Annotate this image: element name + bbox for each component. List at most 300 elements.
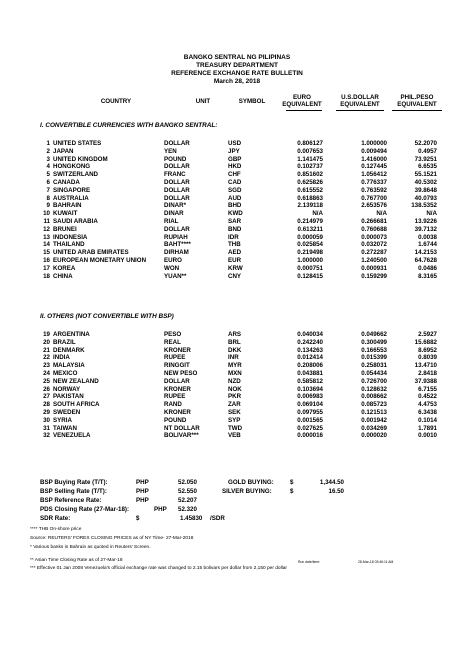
php-equivalent: 73.9251: [414, 155, 437, 163]
country-name: SWEDEN: [53, 408, 81, 416]
sdr-value: 1.45830: [180, 515, 203, 522]
row-number: 13: [43, 233, 50, 241]
php-equivalent: 0.1014: [418, 416, 437, 424]
table-row: [42, 432, 437, 440]
usd-equivalent: 0.159299: [361, 272, 387, 280]
euro-equivalent: 0.000016: [297, 432, 323, 440]
table-row: [42, 362, 437, 370]
php-equivalent: 0.4957: [418, 147, 437, 155]
bsp-selling-value: 52.550: [178, 488, 197, 495]
country-name: DENMARK: [53, 346, 85, 354]
euro-equivalent: 0.625826: [297, 178, 323, 186]
currency-unit: RUPEE: [164, 393, 186, 401]
usd-equivalent: 0.015399: [361, 354, 387, 362]
country-name: CANADA: [53, 178, 80, 186]
table-row: [42, 257, 437, 265]
table-row: [42, 273, 437, 281]
sdr-label: SDR Rate:: [40, 515, 71, 522]
php-equivalent: 2.8418: [418, 369, 437, 377]
currency-symbol: AED: [228, 249, 242, 257]
usd-equivalent: 0.049662: [361, 331, 387, 338]
usd-equivalent: 1.056412: [361, 171, 387, 179]
row-number: 21: [43, 346, 50, 354]
currency-unit: POUND: [164, 155, 187, 163]
currency-unit: POUND: [164, 416, 187, 424]
euro-equivalent: N/A: [312, 210, 323, 218]
currency-unit: WON: [164, 264, 180, 272]
row-number: 26: [43, 385, 50, 393]
currency-unit: DOLLAR: [164, 140, 190, 147]
others-rows: [42, 331, 437, 440]
gold-currency: $: [290, 479, 294, 486]
euro-equivalent: 0.027625: [297, 424, 323, 432]
country-name: HONGKONG: [53, 163, 91, 171]
php-equivalent: 6.3438: [418, 408, 437, 416]
row-number: 10: [43, 210, 50, 218]
php-equivalent: 39.7132: [414, 225, 437, 233]
row-number: 8: [46, 194, 50, 202]
currency-unit: DOLLAR: [164, 163, 190, 171]
euro-equivalent: 0.025854: [297, 241, 323, 249]
currency-unit: NEW PESO: [164, 369, 198, 377]
country-name: SINGAPORE: [53, 186, 91, 194]
table-row: [42, 202, 437, 210]
currency-symbol: TWD: [228, 424, 243, 432]
currency-symbol: CHF: [228, 171, 241, 179]
php-equivalent: N/A: [426, 210, 437, 218]
row-number: 3: [46, 155, 50, 163]
php-equivalent: 52.2070: [414, 140, 437, 147]
currency-symbol: BRL: [228, 338, 241, 346]
usd-equivalent: 0.128632: [361, 385, 387, 393]
row-number: 28: [43, 401, 50, 409]
bsp-reference-currency: PHP: [136, 497, 149, 504]
usd-equivalent: 0.054434: [361, 369, 387, 377]
bsp-buying-currency: PHP: [136, 479, 149, 486]
php-underline: [392, 110, 442, 111]
euro-equivalent: 0.128415: [297, 272, 323, 280]
currency-symbol: SAR: [228, 217, 242, 225]
table-row: [42, 148, 437, 156]
currency-unit: DOLLAR: [164, 178, 190, 186]
euro-equivalent: 0.613211: [297, 225, 323, 233]
currency-symbol: NZD: [228, 377, 241, 385]
php-equivalent: 0.0486: [418, 264, 437, 272]
table-row: [42, 425, 437, 433]
country-name: CHINA: [53, 272, 73, 280]
currency-symbol: DKK: [228, 346, 242, 354]
euro-equivalent: 0.000059: [297, 233, 323, 241]
gold-buying-label: GOLD BUYING:: [228, 479, 274, 486]
usd-equivalent: 0.776337: [361, 178, 387, 186]
euro-equivalent: 0.242240: [297, 338, 323, 346]
country-name: NORWAY: [53, 385, 81, 393]
country-name: INDIA: [53, 354, 70, 362]
euro-equivalent: 0.134263: [297, 346, 323, 354]
col-euro-line2: EQUIVALENT: [282, 101, 322, 109]
row-number: 25: [43, 377, 50, 385]
usd-equivalent: 0.000931: [361, 264, 387, 272]
col-country: COUNTRY: [100, 98, 132, 105]
currency-symbol: EUR: [228, 256, 242, 264]
usd-equivalent: 0.000020: [361, 432, 387, 440]
country-name: SOUTH AFRICA: [53, 401, 100, 409]
php-equivalent: 6.7155: [418, 385, 437, 393]
currency-unit: YEN: [164, 147, 177, 155]
row-number: 9: [46, 202, 50, 210]
euro-equivalent: 0.043881: [297, 369, 323, 377]
footnote-thb: **** THB On-shore price: [30, 527, 82, 532]
euro-equivalent: 0.214979: [297, 217, 323, 225]
php-equivalent: 13.4710: [414, 362, 437, 370]
currency-symbol: ZAR: [228, 401, 241, 409]
row-number: 16: [43, 256, 50, 264]
table-row: [42, 265, 437, 273]
usd-equivalent: 0.008662: [361, 393, 387, 401]
country-name: KUWAIT: [53, 210, 78, 218]
row-number: 11: [43, 217, 50, 225]
euro-equivalent: 0.001565: [297, 416, 323, 424]
currency-symbol: ARS: [228, 331, 242, 338]
col-unit: UNIT: [195, 98, 211, 105]
currency-symbol: MXN: [228, 369, 242, 377]
col-usd-line1: U.S.DOLLAR: [341, 94, 379, 101]
currency-unit: BAHT****: [164, 241, 191, 249]
table-row: [42, 339, 437, 347]
php-equivalent: 14.2153: [414, 249, 437, 257]
currency-symbol: KWD: [228, 210, 243, 218]
section2-title: II. OTHERS (NOT CONVERTIBLE WITH BSP): [40, 313, 174, 320]
currency-unit: RUPEE: [164, 354, 186, 362]
table-row: [42, 417, 437, 425]
euro-equivalent: 1.141475: [297, 155, 323, 163]
usd-equivalent: 1.416000: [361, 155, 387, 163]
euro-equivalent: 2.139118: [297, 202, 323, 210]
euro-equivalent: 0.851602: [297, 171, 323, 179]
col-php-line1: PHIL.PESO: [400, 94, 434, 101]
table-row: [42, 347, 437, 355]
bsp-buying-label: BSP Buying Rate (T/T):: [40, 479, 108, 486]
usd-equivalent: 0.272287: [361, 249, 387, 257]
row-number: 7: [46, 186, 50, 194]
row-number: 20: [43, 338, 50, 346]
usd-equivalent: 0.300499: [361, 338, 387, 346]
euro-equivalent: 0.219498: [297, 249, 323, 257]
php-equivalent: 40.0793: [414, 194, 437, 202]
usd-equivalent: 0.032072: [361, 241, 387, 249]
usd-equivalent: 0.258031: [361, 362, 387, 370]
euro-equivalent: 0.208006: [297, 362, 323, 370]
euro-equivalent: 0.103694: [297, 385, 323, 393]
usd-underline: [336, 110, 384, 111]
country-name: UNITED STATES: [53, 140, 102, 147]
col-euro: [280, 94, 324, 109]
table-row: [42, 163, 437, 171]
currency-symbol: NOK: [228, 385, 242, 393]
euro-equivalent: 1.000000: [297, 256, 323, 264]
currency-unit: KRONER: [164, 346, 191, 354]
sdr-unit: /SDR: [210, 515, 225, 522]
row-number: 17: [43, 264, 50, 272]
currency-unit: NT DOLLAR: [164, 424, 200, 432]
pds-closing-value: 52.320: [178, 506, 197, 513]
php-equivalent: 39.8648: [414, 186, 437, 194]
currency-symbol: THB: [228, 241, 241, 249]
currency-unit: REAL: [164, 338, 181, 346]
usd-equivalent: 0.034269: [361, 424, 387, 432]
country-name: EUROPEAN MONETARY UNION: [53, 256, 147, 264]
currency-symbol: JPY: [228, 147, 240, 155]
currency-unit: RUPIAH: [164, 233, 188, 241]
euro-equivalent: 0.006983: [297, 393, 323, 401]
usd-equivalent: 0.000073: [361, 233, 387, 241]
currency-unit: DIRHAM: [164, 249, 189, 257]
currency-unit: KRONER: [164, 408, 191, 416]
silver-buying-label: SILVER BUYING:: [222, 488, 272, 495]
col-euro-line1: EURO: [293, 94, 311, 101]
currency-unit: BOLIVAR***: [164, 432, 199, 440]
row-number: 4: [46, 163, 50, 171]
row-number: 23: [43, 362, 50, 370]
euro-underline: [286, 110, 322, 111]
euro-equivalent: 0.007653: [297, 147, 323, 155]
country-name: SWITZERLAND: [53, 171, 99, 179]
currency-symbol: GBP: [228, 155, 242, 163]
currency-unit: KRONER: [164, 385, 191, 393]
dept-name: TREASURY DEPARTMENT: [196, 62, 278, 69]
currency-unit: DINAR*: [164, 202, 187, 210]
row-number: 22: [43, 354, 50, 362]
gold-buying-value: 1,344.50: [319, 479, 344, 486]
country-name: NEW ZEALAND: [53, 377, 99, 385]
usd-equivalent: 0.726700: [361, 377, 387, 385]
usd-equivalent: 0.763592: [361, 186, 387, 194]
currency-unit: RIAL: [164, 217, 179, 225]
country-name: UNITED ARAB EMIRATES: [53, 249, 129, 257]
table-row: [42, 241, 437, 249]
php-equivalent: 0.4522: [418, 393, 437, 401]
currency-symbol: MYR: [228, 362, 242, 370]
country-name: SAUDI ARABIA: [53, 217, 98, 225]
country-name: JAPAN: [53, 147, 74, 155]
usd-equivalent: 0.009494: [361, 147, 387, 155]
usd-equivalent: 0.760688: [361, 225, 387, 233]
currency-unit: EURO: [164, 256, 182, 264]
table-row: [42, 179, 437, 187]
php-equivalent: 0.0038: [418, 233, 437, 241]
row-number: 29: [43, 408, 50, 416]
php-equivalent: 0.0010: [418, 432, 437, 440]
run-date-label: Run date/time:: [298, 560, 321, 564]
col-usd: [334, 94, 386, 109]
table-row: [42, 393, 437, 401]
usd-equivalent: 1.000000: [361, 140, 387, 147]
euro-equivalent: 0.000751: [297, 264, 323, 272]
currency-unit: PESO: [164, 331, 182, 338]
country-name: KOREA: [53, 264, 76, 272]
currency-unit: DOLLAR: [164, 194, 190, 202]
currency-symbol: VEB: [228, 432, 241, 440]
row-number: 2: [46, 147, 50, 155]
table-row: [42, 409, 437, 417]
euro-equivalent: 0.012414: [297, 354, 323, 362]
php-equivalent: 55.1521: [414, 171, 437, 179]
col-symbol: SYMBOL: [238, 98, 266, 105]
currency-symbol: CAD: [228, 178, 242, 186]
table-row: [42, 370, 437, 378]
currency-symbol: CNY: [228, 272, 242, 280]
currency-symbol: INR: [228, 354, 239, 362]
row-number: 24: [43, 369, 50, 377]
currency-symbol: SGD: [228, 186, 242, 194]
bsp-reference-value: 52.207: [178, 497, 197, 504]
currency-unit: RAND: [164, 401, 182, 409]
currency-symbol: BHD: [228, 202, 242, 210]
convertible-table: [42, 140, 437, 280]
country-name: MALAYSIA: [53, 362, 85, 370]
php-equivalent: 37.9388: [414, 377, 437, 385]
currency-symbol: SYP: [228, 416, 241, 424]
col-php: [390, 94, 444, 109]
country-name: BRAZIL: [53, 338, 76, 346]
currency-unit: DOLLAR: [164, 186, 190, 194]
run-date-value: 28-Mar-18 03:46:11 AM: [358, 560, 394, 564]
table-row: [42, 140, 437, 148]
footnote-source: Source: REUTERS' FOREX CLOSING PRICES as of NY Time- 27-Mar-2018: [30, 536, 194, 541]
bulletin-title: REFERENCE EXCHANGE RATE BULLETIN: [171, 70, 303, 77]
php-equivalent: 2.5927: [418, 331, 437, 338]
footnote-bahrain: * Various banks in Bahrain as quoted in Reuters' Screen.: [30, 545, 151, 550]
php-equivalent: 13.9226: [414, 217, 437, 225]
euro-equivalent: 0.102737: [297, 163, 323, 171]
usd-equivalent: 0.767700: [361, 194, 387, 202]
php-equivalent: 40.5302: [414, 178, 437, 186]
currency-unit: DOLLAR: [164, 377, 190, 385]
euro-equivalent: 0.040034: [297, 331, 323, 338]
php-equivalent: 4.4753: [418, 401, 437, 409]
others-table: [42, 331, 437, 440]
currency-symbol: AUD: [228, 194, 242, 202]
php-equivalent: 6.6535: [418, 163, 437, 171]
table-row: [42, 378, 437, 386]
row-number: 1: [46, 140, 50, 147]
usd-equivalent: 0.121513: [361, 408, 387, 416]
country-name: UNITED KINGDOM: [53, 155, 108, 163]
country-name: BAHRAIN: [53, 202, 82, 210]
country-name: ARGENTINA: [53, 331, 90, 338]
row-number: 32: [43, 432, 50, 440]
euro-equivalent: 0.585812: [297, 377, 323, 385]
currency-symbol: SEK: [228, 408, 241, 416]
currency-symbol: IDR: [228, 233, 239, 241]
usd-equivalent: 0.166553: [361, 346, 387, 354]
currency-symbol: USD: [228, 140, 242, 147]
sdr-currency: $: [136, 515, 140, 522]
table-row: [42, 195, 437, 203]
table-row: [42, 171, 437, 179]
silver-currency: $: [290, 488, 294, 495]
table-row: [42, 210, 437, 218]
row-number: 14: [43, 241, 50, 249]
bsp-reference-label: BSP Reference Rate:: [40, 497, 102, 504]
usd-equivalent: 0.001942: [361, 416, 387, 424]
row-number: 6: [46, 178, 50, 186]
bsp-buying-value: 52.050: [178, 479, 197, 486]
row-number: 15: [43, 249, 50, 257]
footnote-asian-closing: ** Asian Time Closing Rate as of 27-Mar-18: [30, 558, 123, 563]
bulletin-date: March 28, 2018: [213, 78, 261, 85]
row-number: 5: [46, 171, 50, 179]
country-name: PAKISTAN: [53, 393, 84, 401]
euro-equivalent: 0.806127: [297, 140, 323, 147]
php-equivalent: 1.6744: [418, 241, 437, 249]
php-equivalent: 8.3165: [418, 272, 437, 280]
usd-equivalent: 2.653576: [361, 202, 387, 210]
php-equivalent: 138.5352: [411, 202, 437, 210]
php-equivalent: 8.6952: [418, 346, 437, 354]
bsp-selling-label: BSP Selling Rate (T/T):: [40, 488, 107, 495]
currency-unit: RINGGIT: [164, 362, 190, 370]
currency-unit: YUAN**: [164, 272, 187, 280]
usd-equivalent: 0.266681: [361, 217, 387, 225]
row-number: 18: [43, 272, 50, 280]
silver-buying-value: 16.50: [328, 488, 344, 495]
table-row: [42, 249, 437, 257]
col-php-line2: EQUIVALENT: [397, 101, 437, 109]
currency-symbol: KRW: [228, 264, 243, 272]
row-number: 30: [43, 416, 50, 424]
usd-equivalent: 0.127445: [361, 163, 387, 171]
currency-symbol: HKD: [228, 163, 242, 171]
country-name: SYRIA: [53, 416, 72, 424]
currency-unit: FRANC: [164, 171, 186, 179]
col-usd-line2: EQUIVALENT: [340, 101, 380, 109]
footnote-venezuela: *** Effective 01 Jan 2008 Venezuela's official exchange rate was changed to 2.15 bolivars per dollar from 2,150 per dollar: [30, 566, 288, 571]
euro-equivalent: 0.097955: [297, 408, 323, 416]
country-name: BRUNEI: [53, 225, 77, 233]
euro-equivalent: 0.615552: [297, 186, 323, 194]
table-row: [42, 234, 437, 242]
row-number: 31: [43, 424, 50, 432]
country-name: TAIWAN: [53, 424, 77, 432]
table-row: [42, 218, 437, 226]
row-number: 27: [43, 393, 50, 401]
bsp-selling-currency: PHP: [136, 488, 149, 495]
php-equivalent: 0.8039: [418, 354, 437, 362]
pds-closing-currency: PHP: [154, 506, 167, 513]
row-number: 12: [43, 225, 50, 233]
section1-title: I. CONVERTIBLE CURRENCIES WITH BANGKO SENTRAL:: [40, 122, 218, 129]
currency-symbol: BND: [228, 225, 242, 233]
table-row: [42, 187, 437, 195]
euro-equivalent: 0.618863: [297, 194, 323, 202]
table-row: [42, 226, 437, 234]
convertible-rows: [42, 140, 437, 280]
currency-unit: DINAR: [164, 210, 184, 218]
pds-closing-label: PDS Closing Rate (27-Mar-18):: [40, 506, 130, 513]
country-name: AUSTRALIA: [53, 194, 89, 202]
usd-equivalent: N/A: [376, 210, 387, 218]
table-row: [42, 386, 437, 394]
php-equivalent: 64.7628: [414, 256, 437, 264]
table-row: [42, 401, 437, 409]
table-row: [42, 331, 437, 339]
php-equivalent: 15.6882: [414, 338, 437, 346]
country-name: THAILAND: [53, 241, 85, 249]
currency-unit: DOLLAR: [164, 225, 190, 233]
usd-equivalent: 0.085723: [361, 401, 387, 409]
org-name: BANGKO SENTRAL NG PILIPINAS: [183, 54, 291, 61]
